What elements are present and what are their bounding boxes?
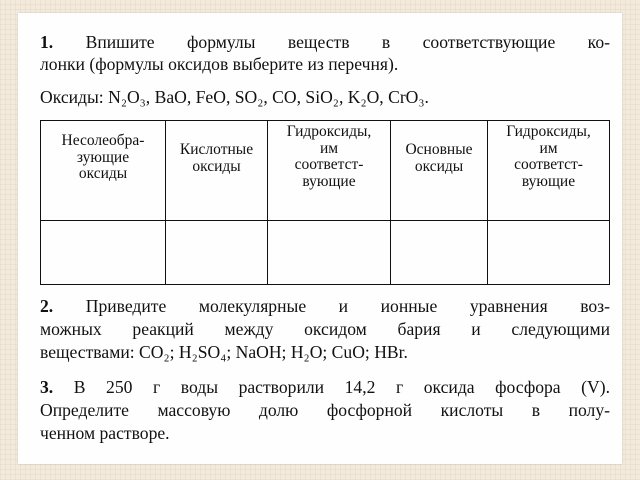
table-answer-row bbox=[41, 221, 610, 285]
oxides-list: N₂O₃, BaO, FeO, SO₂, CO, SiO₂, K₂O, CrO₃. bbox=[108, 87, 429, 107]
oxides-table bbox=[40, 120, 610, 285]
task3-line2: Определите массовую долю фосфорной кислоты в полу- bbox=[40, 400, 610, 420]
task2-line1 bbox=[40, 295, 610, 317]
oxides-label: Оксиды: bbox=[40, 87, 104, 107]
header-acid-hydroxides: Гидроксиды, им соответст- вующие bbox=[268, 121, 391, 221]
oxide-formula: BaO bbox=[154, 87, 187, 107]
task3-text-line1: В 250 г воды растворили 14,2 г оксида фосфора (V). bbox=[73, 377, 610, 397]
oxide-formula: SO₂ bbox=[234, 87, 264, 107]
answer-cell[interactable] bbox=[488, 221, 610, 285]
table-header-row bbox=[41, 121, 610, 221]
task2-line2: можных реакций между оксидом бария и следующими bbox=[40, 319, 610, 339]
task1-line1 bbox=[40, 31, 610, 53]
oxide-formula: CO bbox=[272, 87, 297, 107]
oxide-formula: K₂O bbox=[347, 87, 380, 107]
answer-cell[interactable] bbox=[41, 221, 166, 285]
task3-line1 bbox=[40, 376, 610, 398]
oxide-formula: CrO₃ bbox=[388, 87, 425, 107]
header-basic-oxides: Основные оксиды bbox=[391, 121, 488, 221]
task1-text-line1: Впишите формулы веществ в соответствующие ко- bbox=[85, 32, 610, 52]
oxides-end-mark: . bbox=[424, 87, 429, 107]
oxide-formula: N₂O₃ bbox=[108, 87, 146, 107]
task2-line3: веществами: CO₂; H₂SO₄; NaOH; H₂O; CuO; HBr. bbox=[40, 342, 408, 362]
task2-number: 2. bbox=[40, 296, 54, 316]
answer-cell[interactable] bbox=[391, 221, 488, 285]
oxide-formula: FeO bbox=[195, 87, 226, 107]
header-base-hydroxides: Гидроксиды, им соответст- вующие bbox=[488, 121, 610, 221]
header-nonsalt-oxides: Несолеобра- зующие оксиды bbox=[41, 121, 166, 221]
task1-line2: лонки (формулы оксидов выберите из перечня). bbox=[40, 54, 399, 74]
task1-number: 1. bbox=[40, 32, 54, 52]
task3-line3: ченном растворе. bbox=[40, 423, 170, 443]
task3-number: 3. bbox=[40, 377, 54, 397]
answer-cell[interactable] bbox=[166, 221, 268, 285]
task1-oxides-line bbox=[40, 86, 610, 108]
oxide-formula: SiO₂ bbox=[305, 87, 339, 107]
answer-cell[interactable] bbox=[268, 221, 391, 285]
worksheet-page bbox=[18, 13, 622, 464]
task2-text-line1: Приведите молекулярные и ионные уравнения воз- bbox=[85, 296, 610, 316]
header-acidic-oxides: Кислотные оксиды bbox=[166, 121, 268, 221]
